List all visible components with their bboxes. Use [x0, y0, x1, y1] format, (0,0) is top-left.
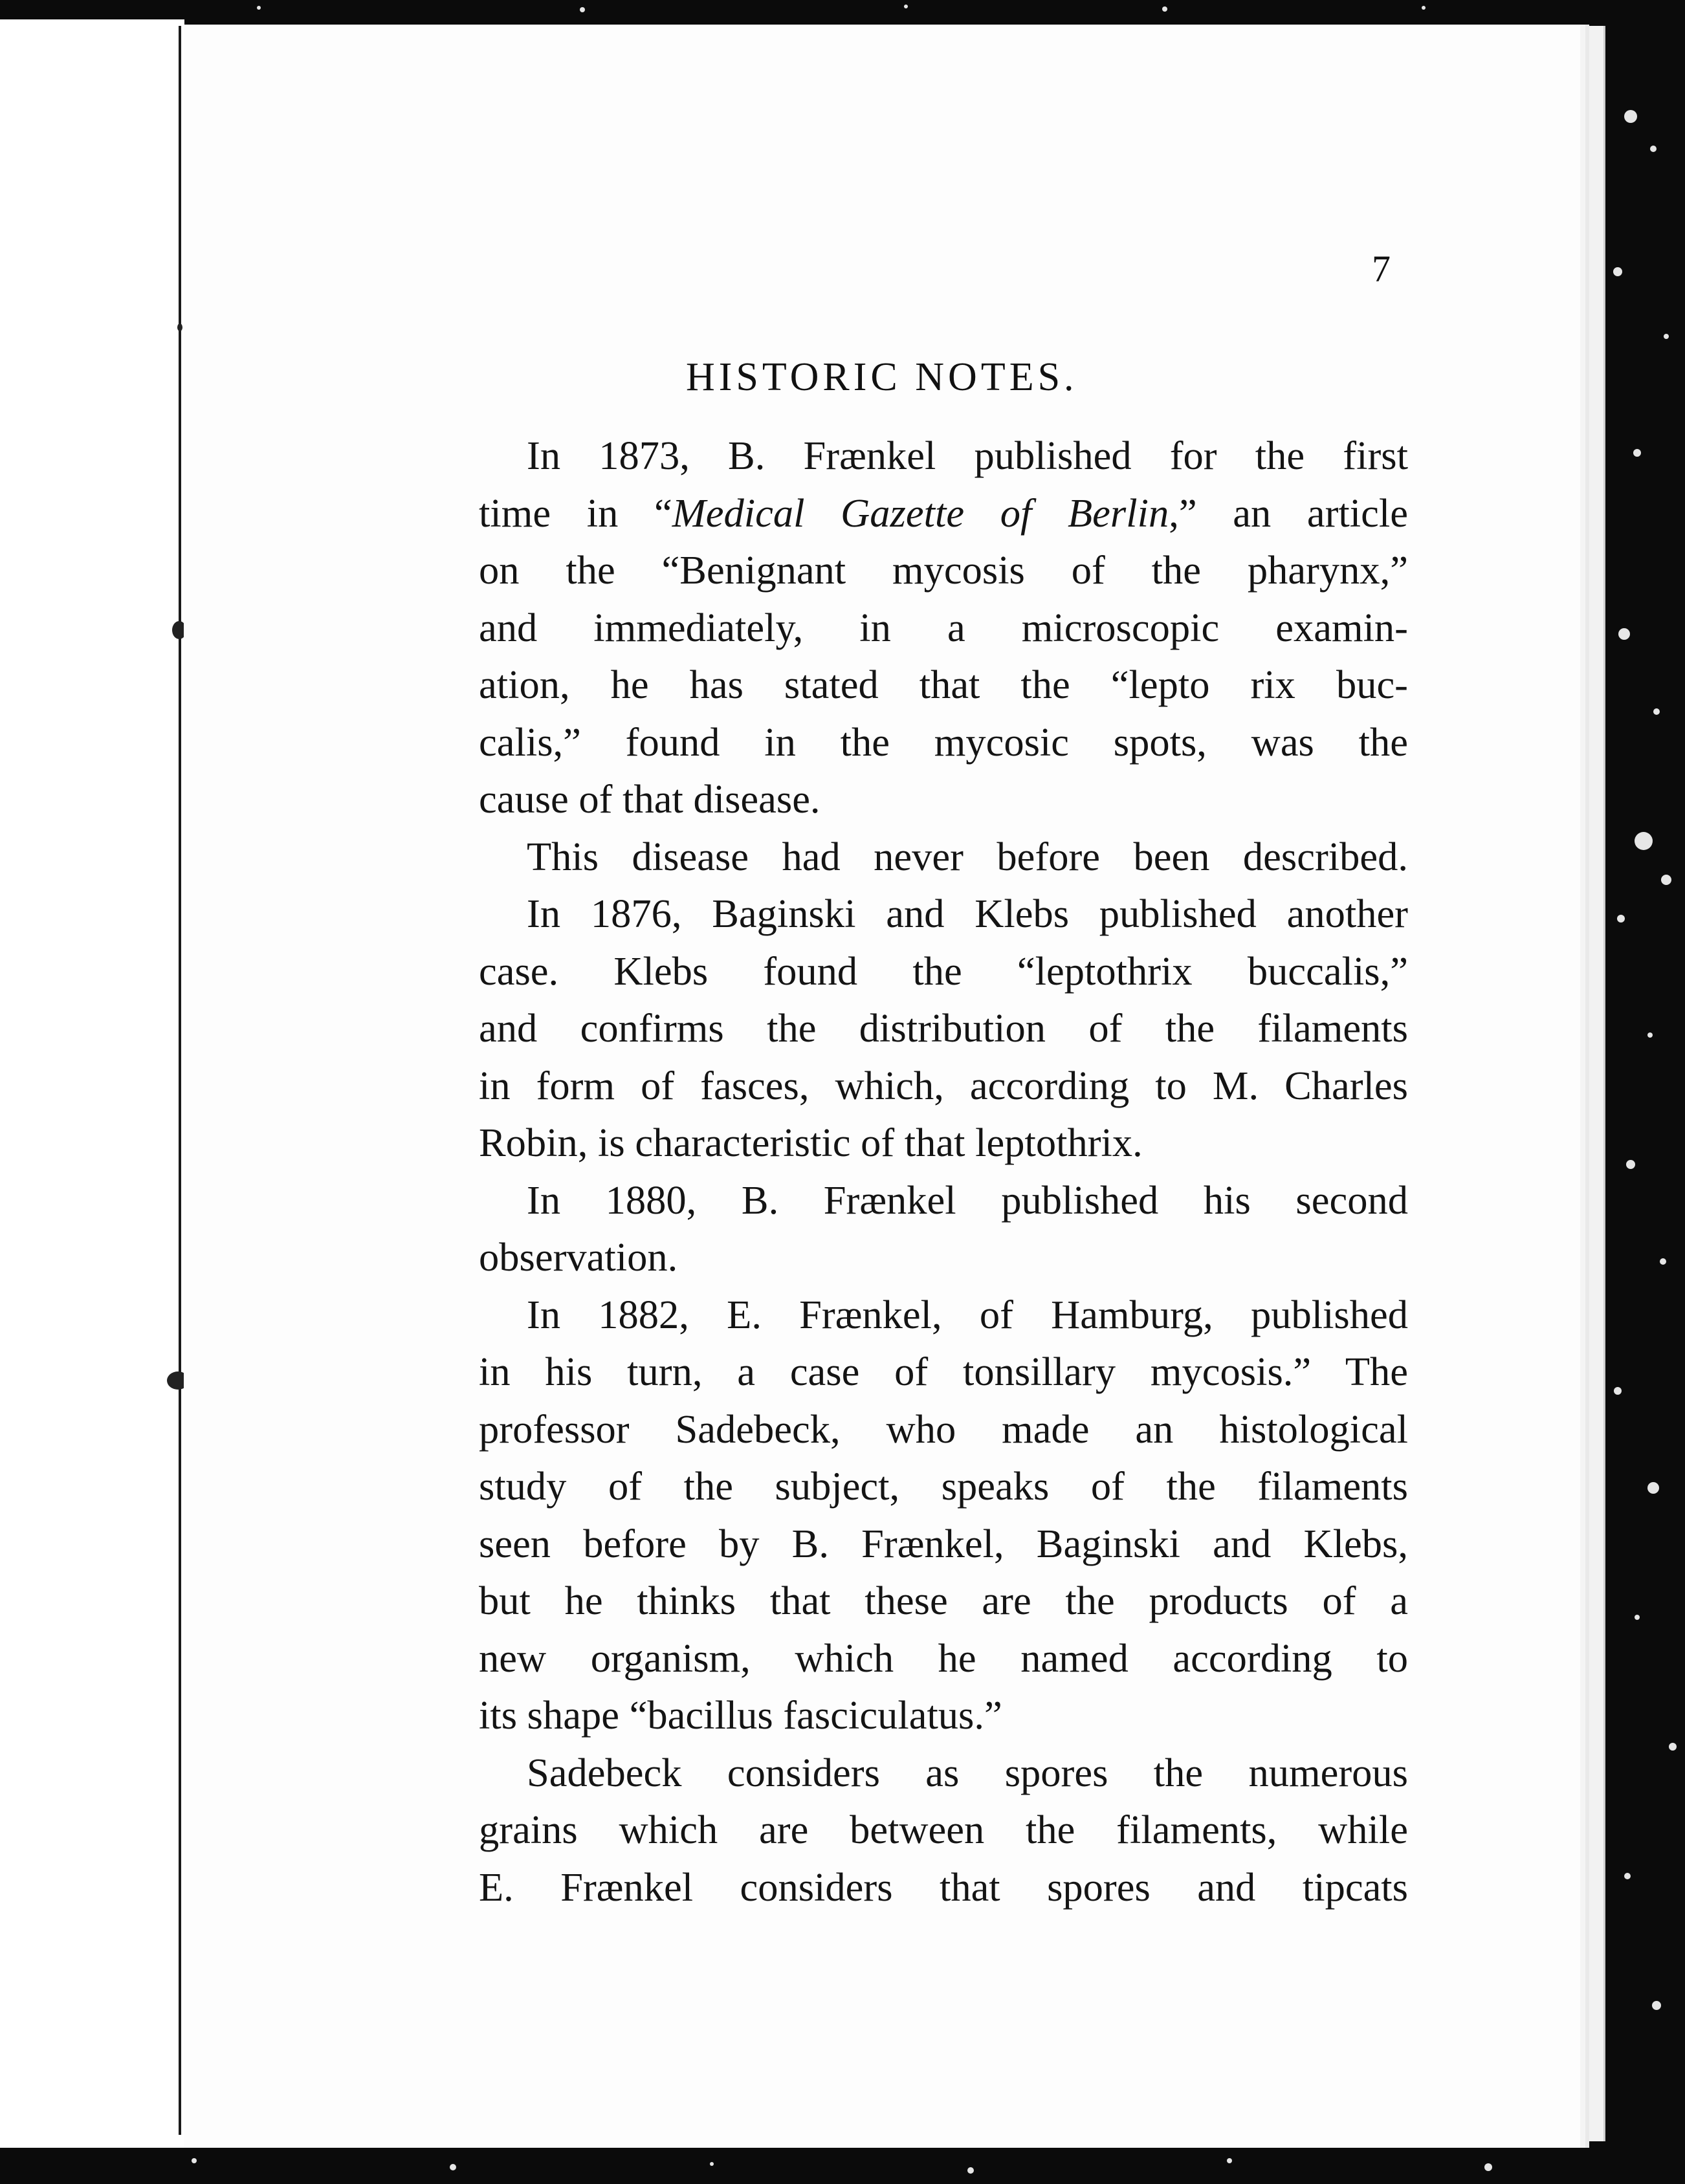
page-edge: [1589, 26, 1605, 2141]
text-line: in his turn, a case of tonsillary mycosis.” The: [479, 1349, 1408, 1394]
text-line: In 1880, B. Frænkel published his second: [527, 1177, 1408, 1223]
text-line: study of the subject, speaks of the filaments: [479, 1463, 1408, 1509]
page-number: 7: [1372, 248, 1391, 290]
text-line: its shape “bacillus fasciculatus.”: [479, 1692, 1002, 1738]
text-line: This disease had never before been described.: [527, 833, 1408, 879]
journal-title: Medical Gazette of Berlin: [672, 490, 1169, 536]
text-line: time in “Medical Gazette of Berlin,” an article: [479, 490, 1408, 536]
paragraph: [431, 1172, 1408, 1286]
text-line: In 1873, B. Frænkel published for the first: [527, 433, 1408, 478]
body-text: [431, 427, 1408, 1916]
text-line: Robin, is characteristic of that leptothrix.: [479, 1120, 1143, 1165]
previous-page-strip: [0, 19, 184, 2148]
text-line: E. Frænkel considers that spores and tipcats: [479, 1864, 1408, 1910]
paragraph: [431, 427, 1408, 828]
text-line: and immediately, in a microscopic examin-: [479, 604, 1408, 650]
text-line: In 1876, Baginski and Klebs published another: [527, 891, 1408, 936]
paragraph: [431, 1744, 1408, 1916]
text-line: and confirms the distribution of the filaments: [479, 1005, 1408, 1051]
text-line: cause of that disease.: [479, 776, 820, 822]
text-line: Sadebeck considers as spores the numerous: [527, 1749, 1408, 1795]
paragraph: [431, 1286, 1408, 1744]
text-line: In 1882, E. Frænkel, of Hamburg, published: [527, 1291, 1408, 1337]
text-line: on the “Benignant mycosis of the pharynx,”: [479, 547, 1408, 593]
paragraph: [431, 828, 1408, 886]
text-line: grains which are between the filaments, while: [479, 1807, 1408, 1852]
page-title: HISTORIC NOTES.: [686, 355, 1078, 399]
text-line: calis,” found in the mycosic spots, was the: [479, 719, 1408, 765]
text-line: seen before by B. Frænkel, Baginski and Klebs,: [479, 1520, 1408, 1566]
text-line: in form of fasces, which, according to M. Charles: [479, 1062, 1408, 1108]
text-line: new organism, which he named according to: [479, 1635, 1408, 1681]
text-line: case. Klebs found the “leptothrix buccalis,”: [479, 948, 1408, 994]
paragraph: [431, 885, 1408, 1172]
text-line: professor Sadebeck, who made an histological: [479, 1406, 1408, 1452]
text-line: ation, he has stated that the “lepto rix buc-: [479, 662, 1408, 707]
text-line: but he thinks that these are the products of a: [479, 1578, 1408, 1623]
text-line: observation.: [479, 1234, 678, 1280]
page-binding-line: [179, 26, 181, 2135]
binding-mark: [177, 323, 182, 331]
